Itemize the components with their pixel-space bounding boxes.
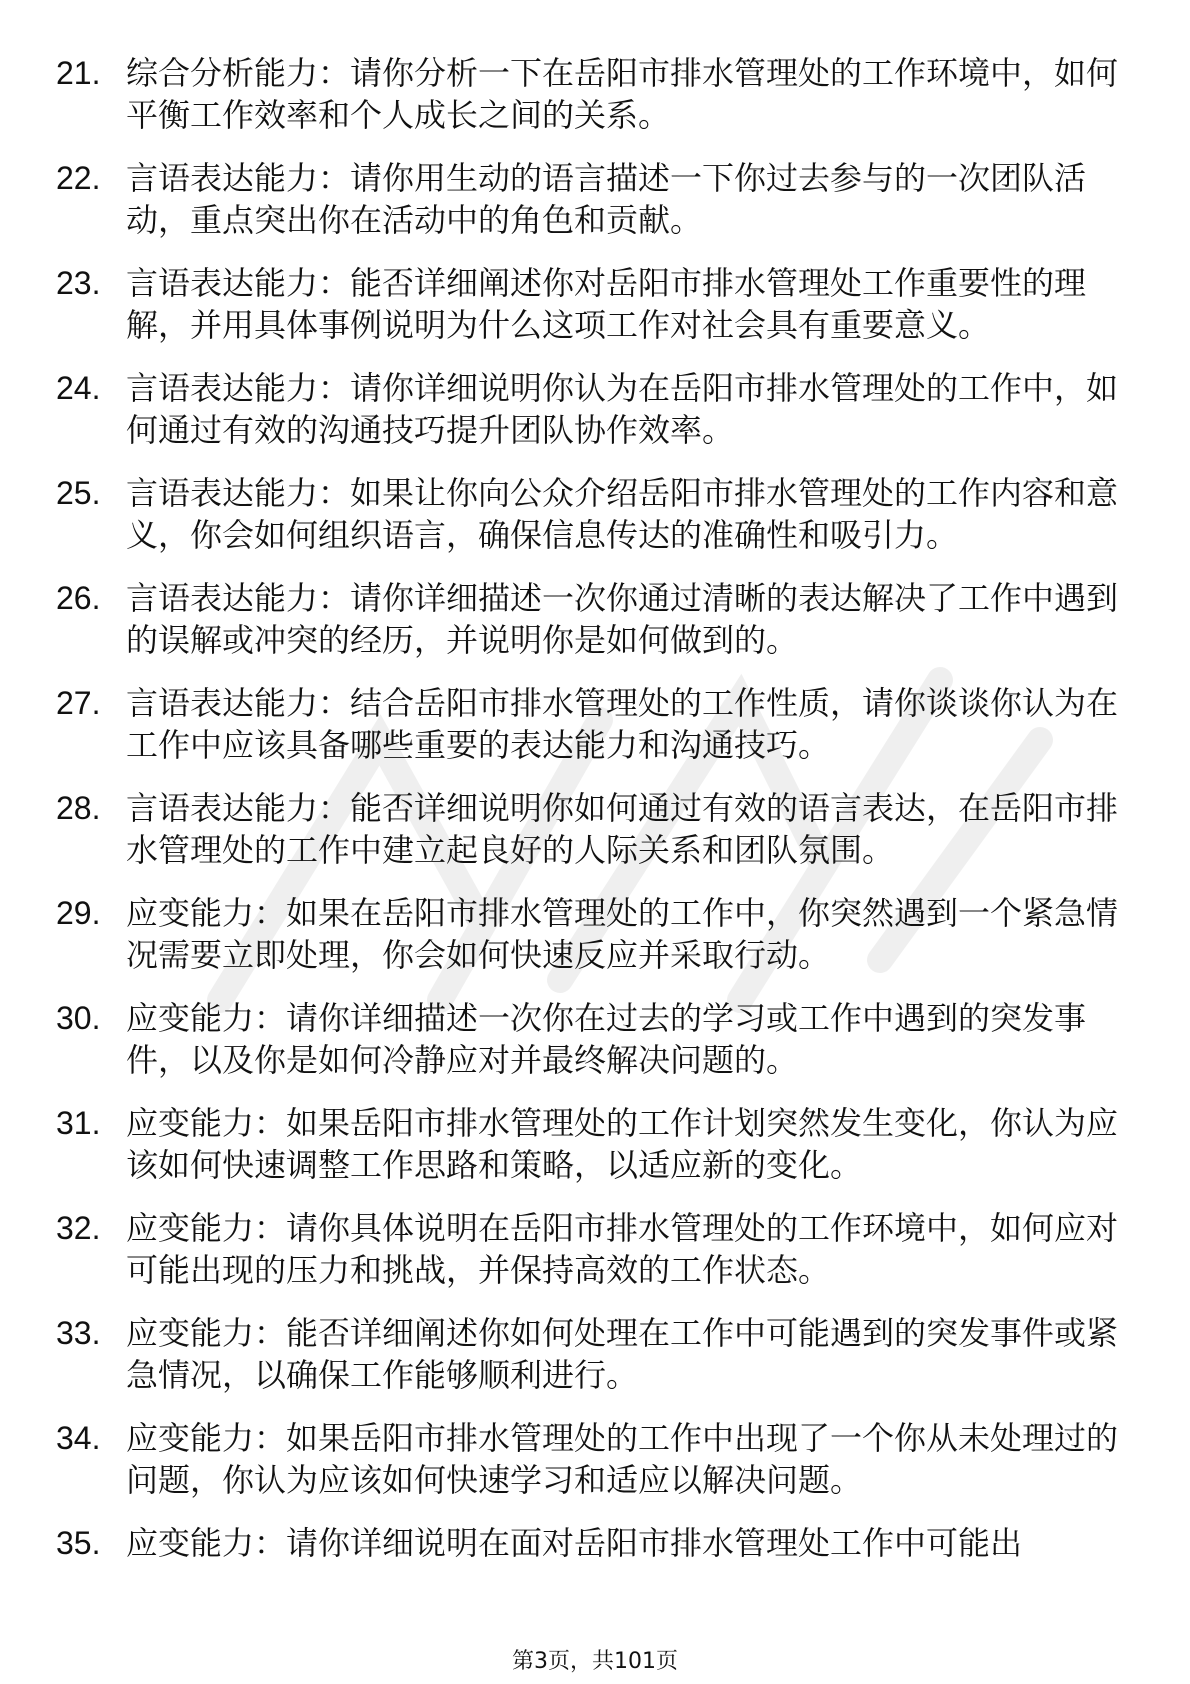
question-number: 32. (56, 1210, 101, 1246)
question-text: 应变能力：请你具体说明在岳阳市排水管理处的工作环境中，如何应对可能出现的压力和挑战，并保持高效的工作状态。 (126, 1209, 1119, 1289)
question-text: 应变能力：能否详细阐述你如何处理在工作中可能遇到的突发事件或紧急情况，以确保工作能够顺利进行。 (126, 1314, 1119, 1394)
list-item (56, 787, 1136, 871)
list-item (56, 1522, 1136, 1564)
question-text: 应变能力：请你详细描述一次你在过去的学习或工作中遇到的突发事件，以及你是如何冷静应对并最终解决问题的。 (126, 999, 1087, 1079)
question-number: 27. (56, 685, 101, 721)
question-number: 28. (56, 790, 101, 826)
question-number: 31. (56, 1105, 101, 1141)
question-text: 应变能力：如果岳阳市排水管理处的工作计划突然发生变化，你认为应该如何快速调整工作思路和策略，以适应新的变化。 (126, 1104, 1119, 1184)
question-text: 应变能力：请你详细说明在面对岳阳市排水管理处工作中可能出 (126, 1524, 1023, 1562)
page-footer (0, 1648, 1190, 1676)
list-item (56, 997, 1136, 1081)
question-text: 言语表达能力：请你详细描述一次你通过清晰的表达解决了工作中遇到的误解或冲突的经历，并说明你是如何做到的。 (126, 579, 1119, 659)
question-number: 22. (56, 160, 101, 196)
question-number: 29. (56, 895, 101, 931)
question-text: 言语表达能力：结合岳阳市排水管理处的工作性质，请你谈谈你认为在工作中应该具备哪些重要的表达能力和沟通技巧。 (126, 684, 1119, 764)
question-text: 综合分析能力：请你分析一下在岳阳市排水管理处的工作环境中，如何平衡工作效率和个人成长之间的关系。 (126, 54, 1119, 134)
question-number: 34. (56, 1420, 101, 1456)
question-number: 35. (56, 1525, 101, 1561)
page-number-label: 第3页，共101页 (512, 1649, 678, 1674)
question-text: 言语表达能力：如果让你向公众介绍岳阳市排水管理处的工作内容和意义，你会如何组织语言，确保信息传达的准确性和吸引力。 (126, 474, 1119, 554)
question-number: 23. (56, 265, 101, 301)
question-number: 30. (56, 1000, 101, 1036)
list-item (56, 367, 1136, 451)
list-item (56, 1207, 1136, 1291)
question-text: 言语表达能力：请你用生动的语言描述一下你过去参与的一次团队活动，重点突出你在活动中的角色和贡献。 (126, 159, 1087, 239)
list-item (56, 577, 1136, 661)
list-item (56, 1102, 1136, 1186)
question-number: 21. (56, 55, 101, 91)
list-item (56, 1312, 1136, 1396)
list-item (56, 1417, 1136, 1501)
question-text: 言语表达能力：能否详细阐述你对岳阳市排水管理处工作重要性的理解，并用具体事例说明为什么这项工作对社会具有重要意义。 (126, 264, 1087, 344)
list-item (56, 472, 1136, 556)
question-list (56, 52, 1136, 1585)
list-item (56, 157, 1136, 241)
list-item (56, 52, 1136, 136)
list-item (56, 682, 1136, 766)
question-number: 25. (56, 475, 101, 511)
list-item (56, 262, 1136, 346)
question-number: 24. (56, 370, 101, 406)
question-text: 言语表达能力：能否详细说明你如何通过有效的语言表达，在岳阳市排水管理处的工作中建立起良好的人际关系和团队氛围。 (126, 789, 1119, 869)
question-text: 应变能力：如果岳阳市排水管理处的工作中出现了一个你从未处理过的问题，你认为应该如何快速学习和适应以解决问题。 (126, 1419, 1119, 1499)
question-text: 应变能力：如果在岳阳市排水管理处的工作中，你突然遇到一个紧急情况需要立即处理，你会如何快速反应并采取行动。 (126, 894, 1119, 974)
question-text: 言语表达能力：请你详细说明你认为在岳阳市排水管理处的工作中，如何通过有效的沟通技巧提升团队协作效率。 (126, 369, 1119, 449)
question-number: 33. (56, 1315, 101, 1351)
list-item (56, 892, 1136, 976)
question-number: 26. (56, 580, 101, 616)
